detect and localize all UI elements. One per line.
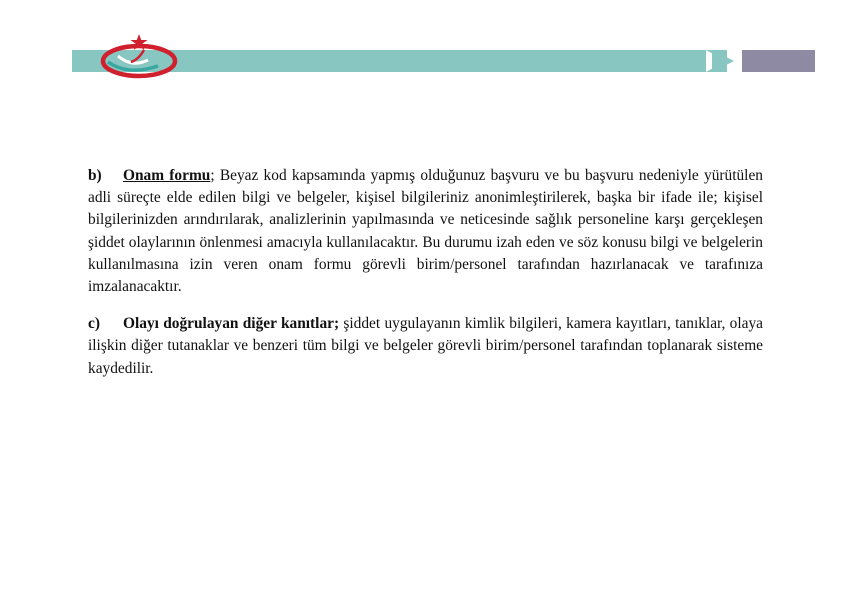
paragraph-c-label: c) — [88, 315, 100, 333]
paragraph-b-body: ; Beyaz kod kapsamında yapmış olduğunuz başvuru ve bu başvuru nedeniyle yürütülen adli süreçte elde edilen bilgi ve belgeler, kişisel bilgileriniz anonimleştirilerek, başka bir ifade ile; kişisel bilgilerinizden arındırılarak, analizlerinin yapılmasında ve neticesinde sağlık personeline karşı gerçekleşen şiddet olaylarının önlenmesi amacıyla kullanılacaktır. Bu durumu izah eden ve söz konusu bilgi ve belgelerin kullanılmasına izin veren onam formu görevli birim/personel tarafından hazırlanacak ve tarafınıza imzalanacaktır. — [88, 167, 763, 296]
paragraph-c-heading: Olayı doğrulayan diğer kanıtlar; — [123, 315, 340, 333]
paragraph-c-body: şiddet uygulayanın kimlik bilgileri, kamera kayıtları, tanıklar, olaya ilişkin diğer tutanaklar ve benzeri tüm bilgi ve belgeler görevli birim/personel tarafından toplanarak sisteme kaydedilir. — [88, 315, 764, 377]
header-band-arrow — [712, 50, 734, 72]
paragraph-c — [88, 313, 763, 380]
paragraph-b — [88, 165, 763, 298]
header-band-gray — [742, 50, 815, 72]
paragraph-b-heading: Onam formu — [123, 167, 211, 184]
document-body — [88, 165, 763, 395]
paragraph-b-label: b) — [88, 167, 102, 184]
ministry-of-health-logo-icon — [98, 32, 180, 82]
